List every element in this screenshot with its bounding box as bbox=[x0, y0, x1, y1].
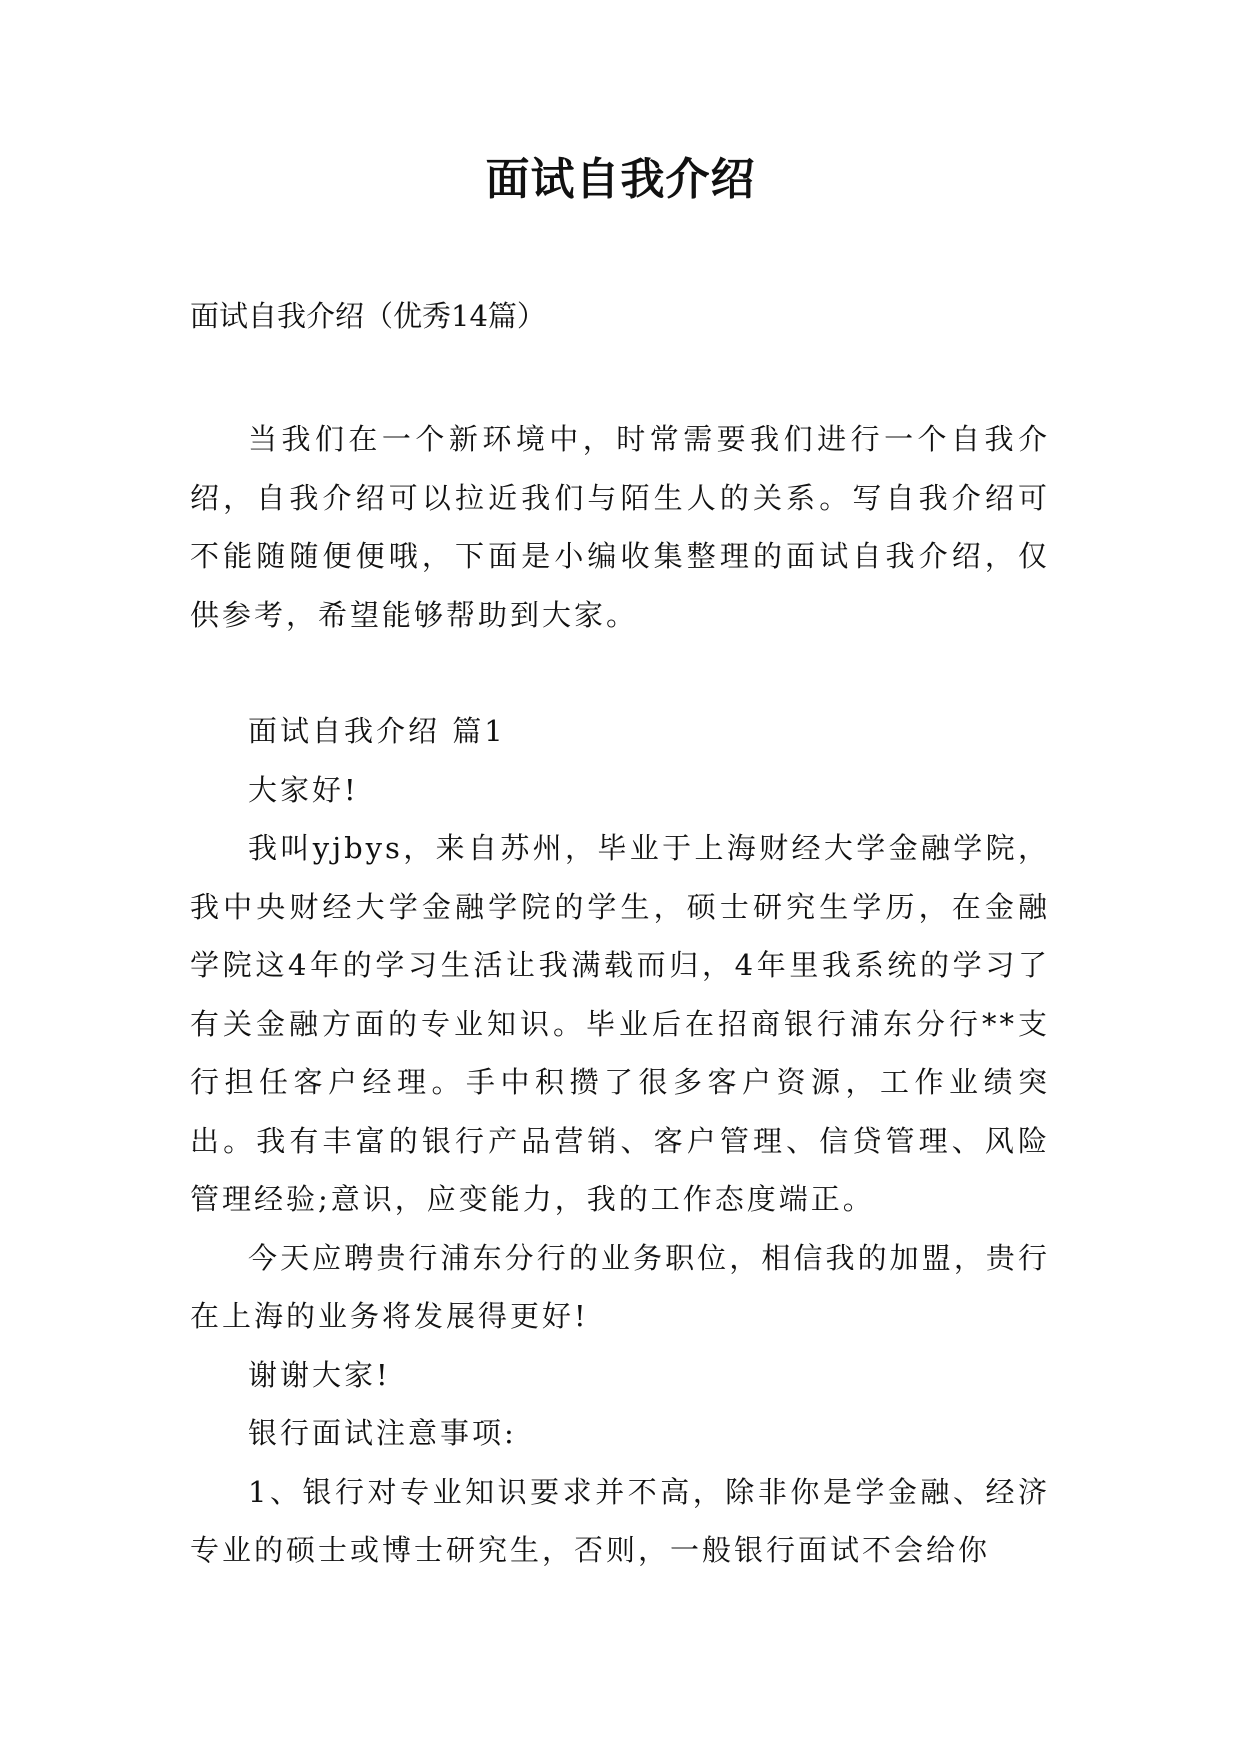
thanks-paragraph: 谢谢大家! bbox=[248, 1357, 391, 1392]
note-item-1: 1、银行对专业知识要求并不高，除非你是学金融、经济专业的硕士或博士研究生，否则，一般银行面试不会给你 bbox=[190, 1474, 1050, 1567]
document-body bbox=[190, 410, 1050, 1580]
document-subtitle: 面试自我介绍（优秀14篇） bbox=[190, 299, 546, 333]
self-intro-paragraph: 我叫yjbys，来自苏州，毕业于上海财经大学金融学院，我中央财经大学金融学院的学生，硕士研究生学历，在金融学院这4年的学习生活让我满载而归，4年里我系统的学习了有关金融方面的专业知识。毕业后在招商银行浦东分行**支行担任客户经理。手中积攒了很多客户资源，工作业绩突出。我有丰富的银行产品营销、客户管理、信贷管理、风险管理经验;意识，应变能力，我的工作态度端正。 bbox=[190, 831, 1050, 1216]
document-title: 面试自我介绍 bbox=[485, 154, 756, 205]
application-paragraph: 今天应聘贵行浦东分行的业务职位，相信我的加盟，贵行在上海的业务将发展得更好! bbox=[190, 1240, 1050, 1333]
intro-paragraph: 当我们在一个新环境中，时常需要我们进行一个自我介绍，自我介绍可以拉近我们与陌生人的关系。写自我介绍可不能随随便便哦，下面是小编收集整理的面试自我介绍，仅供参考，希望能够帮助到大家。 bbox=[190, 422, 1050, 632]
notes-heading: 银行面试注意事项: bbox=[248, 1416, 517, 1450]
greeting-paragraph: 大家好! bbox=[248, 772, 359, 807]
section-heading: 面试自我介绍 篇1 bbox=[248, 714, 506, 748]
